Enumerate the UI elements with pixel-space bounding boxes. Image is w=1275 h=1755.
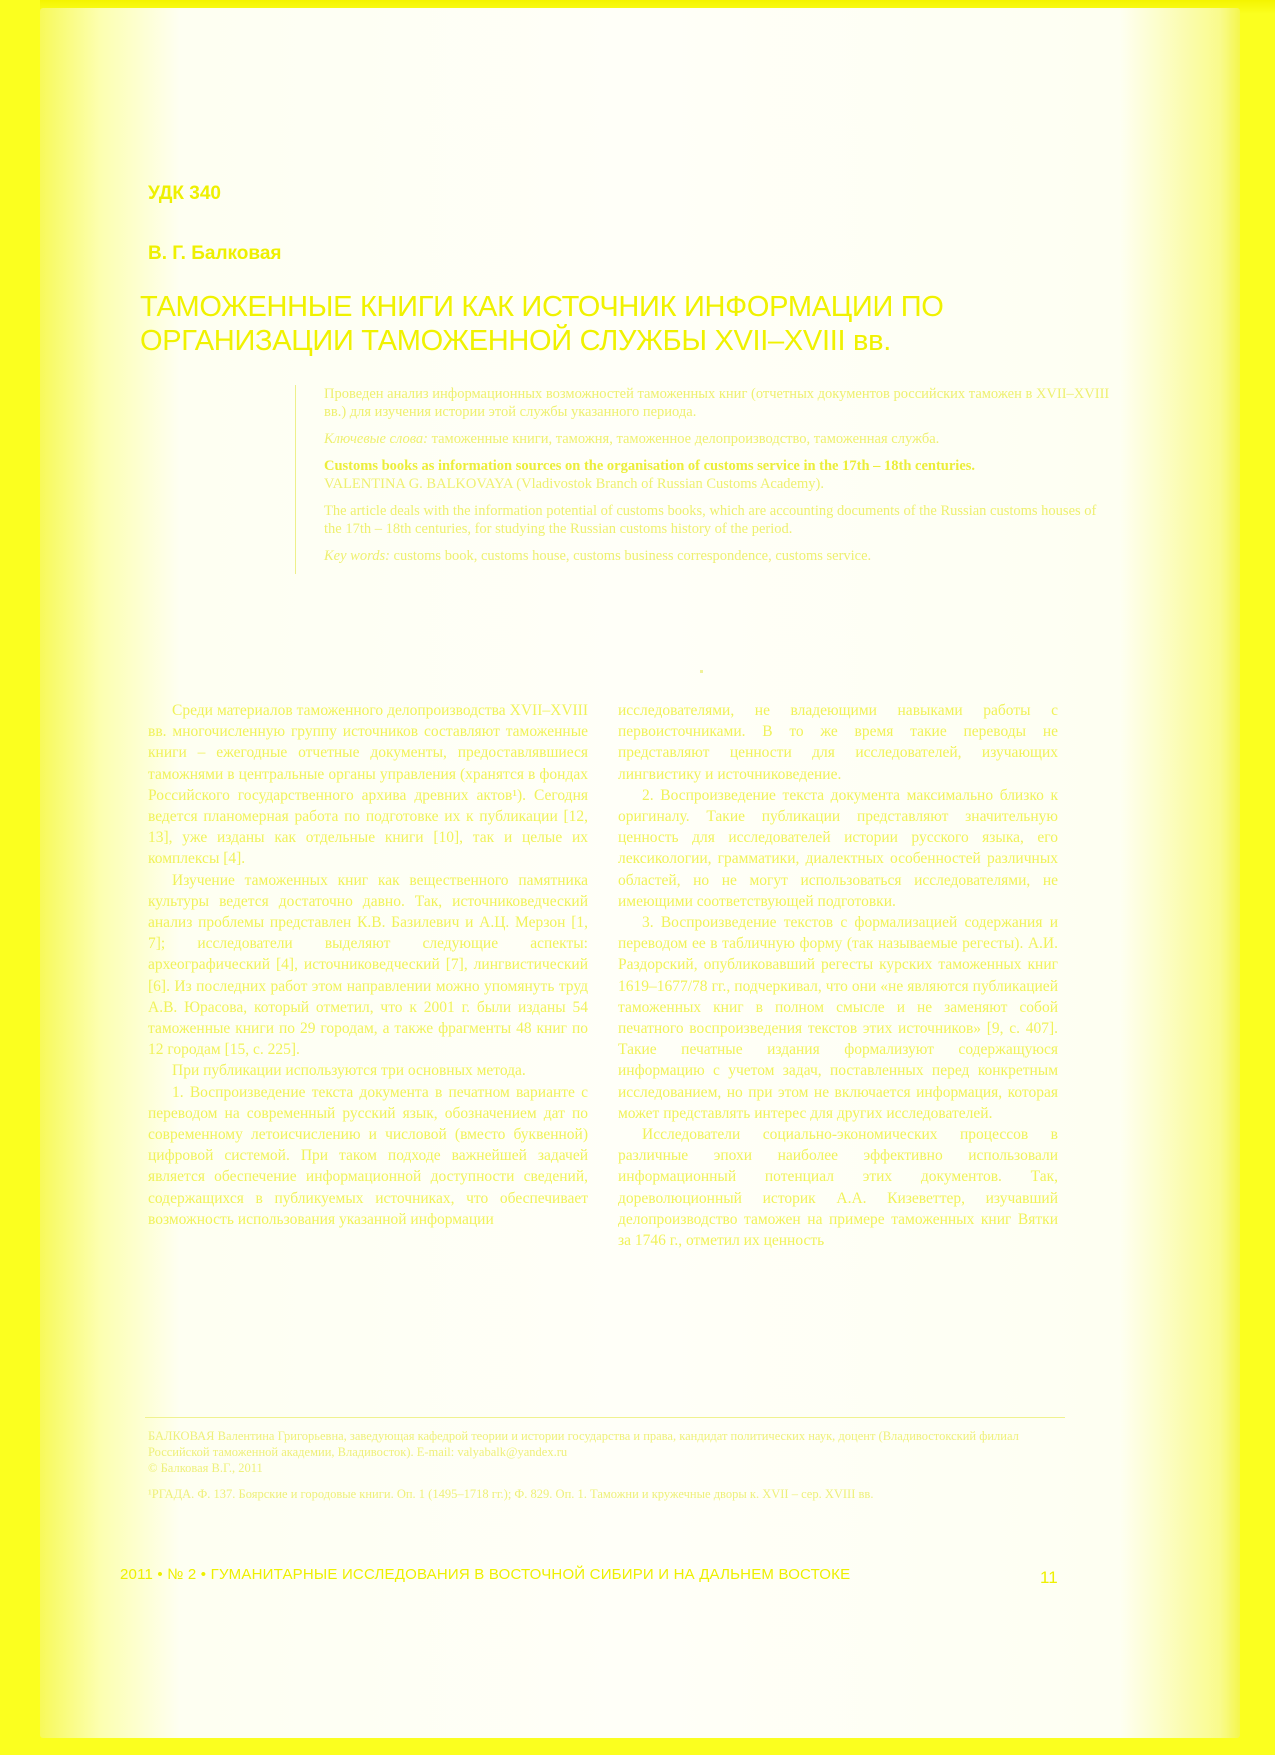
body-column-left <box>148 700 588 1230</box>
abstract-ru: Проведен анализ информационных возможностей таможенных книг (отчетных документов российских таможен в XVII–XVIII вв.) для изучения истории этой службы указанного периода. <box>324 386 1110 420</box>
page-speck <box>700 670 703 673</box>
paragraph: Изучение таможенных книг как вещественного памятника культуры ведется достаточно давно. Так, источниковедческий анализ проблемы представлен К.В. Базилевич и А.Ц. Мерзон [1, 7]; исследователи выделяют следующие аспекты: археографический [4], источниковедческий [7], лингвистический [6]. Из последних работ этом направлении можно упомянуть труд А.В. Юрасова, который отметил, что к 2001 г. были изданы 54 таможенные книги по 29 городам, а также фрагменты 48 книг по 12 городам [15, с. 225]. <box>148 871 588 1059</box>
body-column-right <box>618 700 1058 1251</box>
keywords-en-label: Key words: <box>324 548 390 564</box>
keywords-ru-label: Ключевые слова: <box>324 431 428 447</box>
keywords-en-list: customs book, customs house, customs business correspondence, customs service. <box>393 548 872 564</box>
article-title: ТАМОЖЕННЫЕ КНИГИ КАК ИСТОЧНИК ИНФОРМАЦИИ ПО ОРГАНИЗАЦИИ ТАМОЖЕННОЙ СЛУЖБЫ XVII–XVIII вв. <box>140 291 944 357</box>
footnote-1: ¹РГАДА. Ф. 137. Боярские и городовые книги. Оп. 1 (1495–1718 гг.); Ф. 829. Оп. 1. Таможни и кружечные дворы к. XVII – сер. XVIII вв. <box>148 1487 874 1501</box>
footnote-divider <box>145 1417 1065 1418</box>
paragraph: При публикации используются три основных метода. <box>172 1062 526 1080</box>
abstract-en: The article deals with the information potential of customs books, which are accounting documents of the Russian customs houses of the 17th – 18th centuries, for studying the Russian customs history of the period. <box>324 503 1097 537</box>
keywords-ru-list: таможенные книги, таможня, таможенное делопроизводство, таможенная служба. <box>431 431 940 447</box>
paragraph: 1. Воспроизведение текста документа в печатном варианте с переводом на современный русский язык, обозначением дат по современному летоисчислению и числовой (вместо буквенной) цифровой системой. При таком подходе важнейшей задачей является обеспечение информационной доступности сведений, содержащихся в публикуемых источниках, что обеспечивает возможность использования указанной информации <box>148 1083 588 1228</box>
paragraph: Исследователи социально-экономических процессов в различные эпохи наиболее эффективно использовали информационный потенциал этих документов. Так, дореволюционный историк А.А. Кизеветтер, изучавший делопроизводство таможен на примере таможенных книг Вятки за 1746 г., отметил их ценность <box>618 1126 1058 1250</box>
footnotes <box>148 1428 1058 1512</box>
keywords-en <box>324 547 1114 565</box>
keywords-ru <box>324 430 1114 448</box>
author-info <box>148 1428 1058 1476</box>
author-info-text: БАЛКОВАЯ Валентина Григорьевна, заведующая кафедрой теории и истории государства и права, кандидат политических наук, доцент (Владивостокский филиал Российской таможенной академии, Владивосток). E-mail: valyabalk@yandex.ru <box>148 1429 1019 1459</box>
paragraph: Среди материалов таможенного делопроизводства XVII–XVIII вв. многочисленную группу источников составляют таможенные книги – ежегодные отчетные документы, предоставлявшиеся таможнями в центральные органы управления (хранятся в фондах Российского государственного архива древних актов¹). Сегодня ведется планомерная работа по подготовке их к публикации [12, 13], уже изданы как отдельные книги [10], так и целые их комплексы [4]. <box>148 702 588 868</box>
english-title: Customs books as information sources on the organisation of customs service in the 17th – 18th centuries. <box>324 458 976 474</box>
copyright: © Балковая В.Г., 2011 <box>148 1461 263 1475</box>
paragraph: исследователями, не владеющими навыками работы с первоисточниками. В то же время такие переводы не представляют ценности для исследователей, изучающих лингвистику и источниковедение. <box>618 702 1058 783</box>
article-author: В. Г. Балковая <box>148 243 282 264</box>
running-footer: 2011 • № 2 • ГУМАНИТАРНЫЕ ИССЛЕДОВАНИЯ В ВОСТОЧНОЙ СИБИРИ И НА ДАЛЬНЕМ ВОСТОКЕ <box>120 1566 851 1583</box>
paragraph: 3. Воспроизведение текстов с формализацией содержания и переводом ее в табличную форму (так называемые регесты). А.И. Раздорский, опубликовавший регесты курских таможенных книг 1619–1677/78 гг., подчеркивал, что они «не являются публикацией таможенных книг в полном смысле и не заменяют собой печатного воспроизведения текстов этих источников» [9, с. 407]. Такие печатные издания формализуют содержащуюся информацию с учетом задач, поставленных перед конкретным исследованием, но при этом не включается информация, которая может представлять интерес для других исследователей. <box>618 914 1058 1122</box>
abstract-block <box>295 385 1114 574</box>
abstract-en-heading <box>324 457 1114 493</box>
udk-code: УДК 340 <box>148 183 221 204</box>
page-number: 11 <box>1040 1568 1058 1587</box>
paragraph: 2. Воспроизведение текста документа максимально близко к оригиналу. Такие публикации представляют значительную ценность для исследователей истории русского языка, его лексикологии, грамматики, диалектных особенностей различных областей, но не могут использоваться исследователями, не имеющими соответствующей подготовки. <box>618 786 1058 910</box>
english-author: VALENTINA G. BALKOVAYA (Vladivostok Branch of Russian Customs Academy). <box>324 476 824 492</box>
